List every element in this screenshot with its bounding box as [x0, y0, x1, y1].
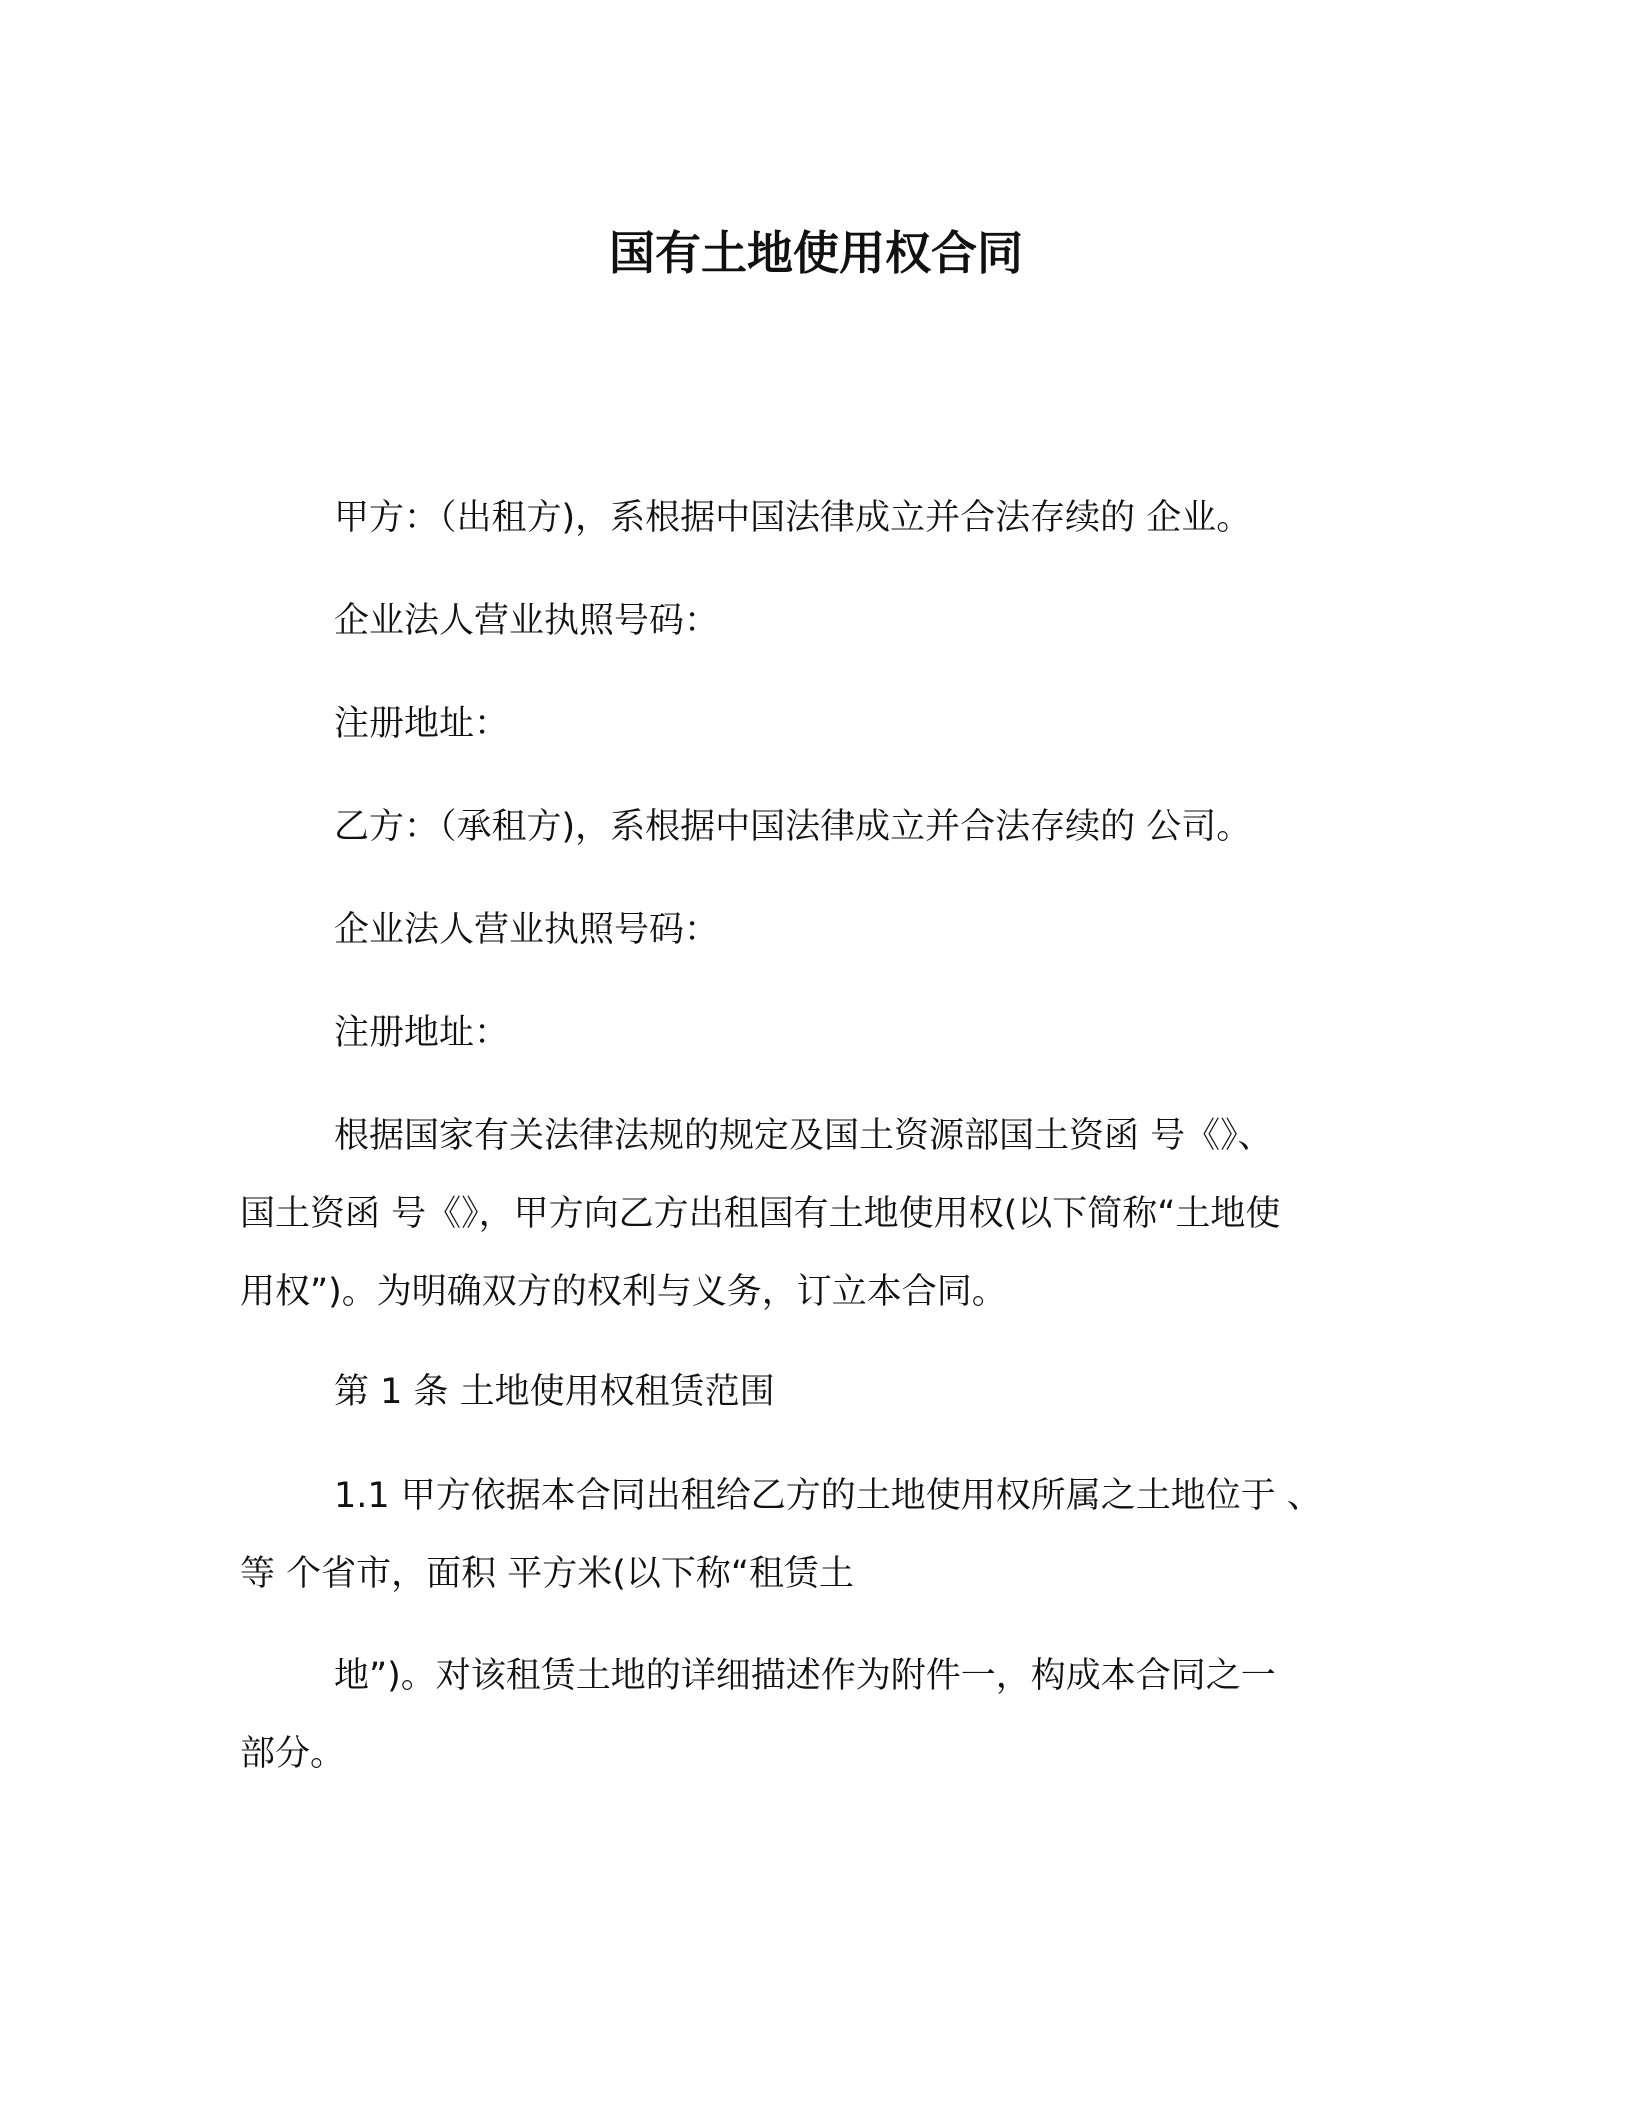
clause-1-1-line-1: 1.1 甲方依据本合同出租给乙方的土地使用权所属之土地位于 、	[334, 1476, 1322, 1516]
preamble-line-2: 国土资函 号《》，甲方向乙方出租国有土地使用权(以下简称“土地使	[240, 1194, 1281, 1234]
party-a-license-line: 企业法人营业执照号码：	[334, 601, 720, 641]
party-b-license-line: 企业法人营业执照号码：	[334, 910, 720, 950]
clause-1-1-line-3: 地”)。对该租赁土地的详细描述作为附件一，构成本合同之一	[334, 1656, 1276, 1696]
clause-1-1-line-4: 部分。	[240, 1734, 346, 1774]
party-b-line: 乙方：（承租方)，系根据中国法律成立并合法存续的 公司。	[334, 807, 1252, 847]
preamble-line-1: 根据国家有关法律法规的规定及国土资源部国土资函 号《》、	[334, 1116, 1273, 1156]
document-title: 国有土地使用权合同	[609, 226, 1023, 280]
party-a-line: 甲方：（出租方)，系根据中国法律成立并合法存续的 企业。	[334, 498, 1252, 538]
clause-1-1-line-2: 等 个省市，面积 平方米(以下称“租赁土	[240, 1554, 855, 1594]
party-b-address-line: 注册地址：	[334, 1013, 510, 1053]
party-a-address-line: 注册地址：	[334, 704, 510, 744]
preamble-line-3: 用权”)。为明确双方的权利与义务，订立本合同。	[240, 1272, 1007, 1312]
article-1-heading: 第 1 条 土地使用权租赁范围	[334, 1372, 775, 1412]
